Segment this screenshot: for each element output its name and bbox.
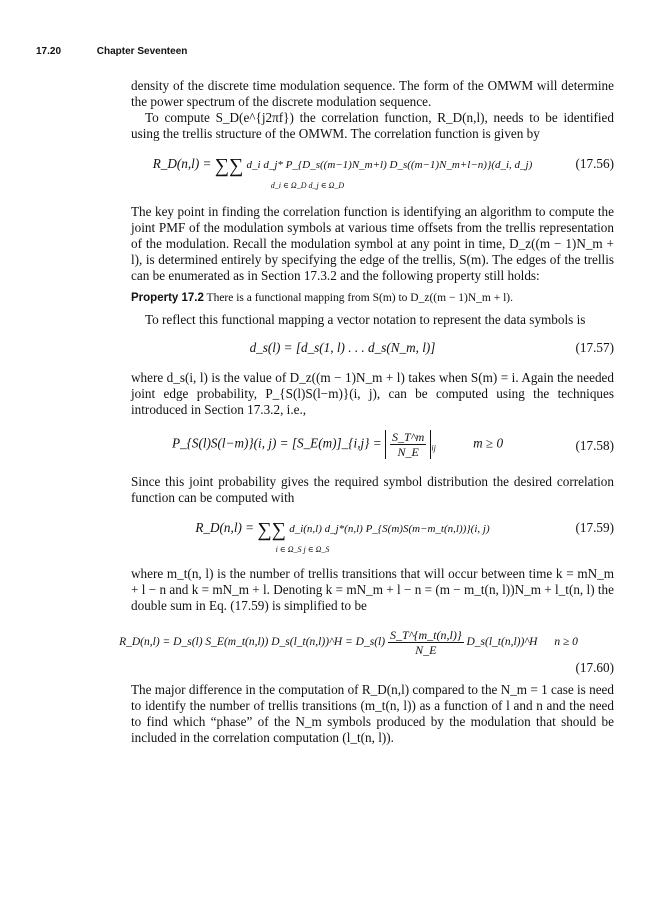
equation-17-57	[131, 338, 614, 368]
eq1-lhs: R_D(n,l) =	[152, 156, 215, 171]
paragraph-5: where d_s(i, l) is the value of D_z((m − 1)N_m + l) takes when S(m) = i. Again the needed joint edge probability, P_{S(l)S(l−m)}(i, j), can be computed using the techniques introduced in Section 17.3.2, i.e.,	[131, 370, 614, 417]
eq5-body: R_D(n,l) = D_s(l) S_E(m_t(n,l)) D_s(l_t(n,l))^H = D_s(l)	[119, 636, 386, 649]
equation-17-60	[119, 624, 614, 682]
property-label: Property 17.2	[131, 292, 204, 304]
eq3-bracket	[385, 430, 431, 459]
eq2-number: (17.57)	[575, 340, 614, 355]
eq2-body: d_s(l) = [d_s(1, l) . . . d_s(N_m, l)]	[249, 340, 436, 355]
equation-17-58	[131, 426, 614, 474]
body-text	[119, 78, 614, 746]
eq5-tail: D_s(l_t(n,l))^H	[466, 636, 538, 649]
eq3-frac-den: N_E	[397, 445, 419, 459]
paragraph-3: The key point in finding the correlation function is identifying an algorithm to compute the joint PMF of the modulation symbols at various time offsets from the trellis representation of the modulation. Recall the modulation symbol at any point in time, D_z((m − 1)N_m + l), is determined entirely by specifying the edge of the trellis, S(m). The edges of the trellis can be enumerated as in Section 17.3.2 and the following property still holds:	[131, 204, 614, 283]
chapter-title: Chapter Seventeen	[96, 46, 188, 57]
eq5-number: (17.60)	[575, 660, 614, 675]
paragraph-2: To compute S_D(e^{j2πf}) the correlation function, R_D(n,l), needs to be identified using the trellis structure of the OMWM. The correlation function is given by	[131, 110, 614, 141]
eq4-number: (17.59)	[575, 520, 614, 535]
eq3-frac-num: S_T^m	[391, 430, 425, 444]
eq3-sub: ij	[431, 443, 436, 453]
eq1-number: (17.56)	[575, 156, 614, 171]
eq1-sum-symbol: ∑∑	[214, 155, 244, 177]
running-header	[36, 46, 187, 57]
equation-17-56	[131, 152, 614, 196]
eq4-body: d_i(n,l) d_j*(n,l) P_{S(m)S(m−m_t(n,l))}(i, j)	[289, 523, 490, 535]
equation-17-59	[131, 516, 614, 562]
paragraph-6: Since this joint probability gives the required symbol distribution the desired correlation function can be computed with	[131, 474, 614, 505]
property-17-2	[131, 290, 614, 306]
eq4-limits: i ∈ Ω_S j ∈ Ω_S	[275, 545, 330, 554]
eq3-number: (17.58)	[575, 438, 614, 453]
paragraph-7: where m_t(n, l) is the number of trellis transitions that will occur between time k = mN_m + l − n and k = mN_m + l. Denoting k = mN_m + l − n = (m − m_t(n, l))N_m + l_t(n, l) the double sum in Eq. (17.59) is simplified to be	[131, 566, 614, 613]
eq3-lhs: P_{S(l)S(l−m)}(i, j) = [S_E(m)]_{i,j} =	[171, 435, 385, 451]
eq4-lhs: R_D(n,l) =	[195, 520, 258, 535]
page-number: 17.20	[36, 46, 62, 57]
property-text: There is a functional mapping from S(m) to D_z((m − 1)N_m + l).	[206, 292, 514, 304]
eq3-cond: m ≥ 0	[473, 435, 504, 451]
eq5-cond: n ≥ 0	[554, 636, 578, 649]
eq1-limits: d_i ∈ Ω_D d_j ∈ Ω_D	[270, 181, 345, 190]
eq4-sum-symbol: ∑∑	[257, 519, 286, 541]
paragraph-4: To reflect this functional mapping a vector notation to represent the data symbols is	[145, 312, 586, 327]
eq5-frac-den: N_E	[415, 643, 437, 657]
paragraph-8: The major difference in the computation of R_D(n,l) compared to the N_m = 1 case is need to identify the number of trellis transitions (m_t(n, l)) as a function of l and n and the need to find which “phase” of the N_m symbols produced by the modulation that should be included in the correlation computation (l_t(n, l)).	[131, 682, 614, 745]
paragraph-1: density of the discrete time modulation sequence. The form of the OMWM will determine the power spectrum of the discrete modulation sequence.	[131, 78, 614, 109]
eq5-frac-num: S_T^{m_t(n,l)}	[389, 628, 462, 642]
eq1-body: d_i d_j* P_{D_s((m−1)N_m+l) D_s((m−1)N_m+l−n)}(d_i, d_j)	[246, 159, 533, 171]
